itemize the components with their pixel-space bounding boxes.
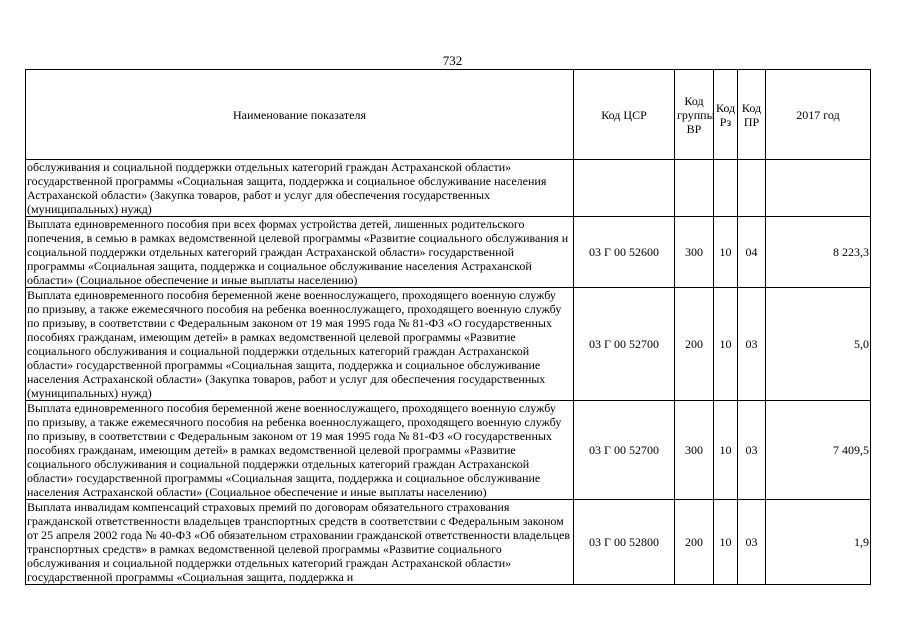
header-name: Наименование показателя <box>26 70 574 160</box>
header-pr-code: Код ПР <box>738 70 766 160</box>
table-row <box>26 217 871 288</box>
header-csr-code: Код ЦСР <box>574 70 675 160</box>
row-pr-code: 03 <box>738 401 766 500</box>
row-vr-code <box>675 160 714 217</box>
row-rz-code: 10 <box>714 401 738 500</box>
row-rz-code: 10 <box>714 288 738 401</box>
row-amount <box>766 160 871 217</box>
table-row <box>26 500 871 585</box>
header-year-2017: 2017 год <box>766 70 871 160</box>
row-csr-code: 03 Г 00 52700 <box>574 288 675 401</box>
row-rz-code: 10 <box>714 217 738 288</box>
table-row <box>26 288 871 401</box>
page-number: 732 <box>442 53 463 68</box>
row-pr-code: 03 <box>738 288 766 401</box>
row-amount: 7 409,5 <box>766 401 871 500</box>
row-amount: 5,0 <box>766 288 871 401</box>
row-vr-code: 300 <box>675 401 714 500</box>
row-name: Выплата инвалидам компенсаций страховых премий по договорам обязательного страхования гражданской ответственности владельцев транспортных средств в соответствии с Федеральным законом от 25 апреля 2002 года № 40-ФЗ «Об обязательном страховании гражданской ответственности владельцев транспортных средств» в рамках ведомственной целевой программы «Развитие социального обслуживания и социальной поддержки отдельных категорий граждан Астраханской области» государственной программы «Социальная защита, поддержка и <box>26 500 574 585</box>
header-rz-code: Код Рз <box>714 70 738 160</box>
row-pr-code <box>738 160 766 217</box>
row-csr-code: 03 Г 00 52600 <box>574 217 675 288</box>
row-vr-code: 200 <box>675 288 714 401</box>
row-pr-code: 03 <box>738 500 766 585</box>
table-row <box>26 401 871 500</box>
row-amount: 8 223,3 <box>766 217 871 288</box>
header-vr-code: Код группы ВР <box>675 70 714 160</box>
row-vr-code: 300 <box>675 217 714 288</box>
row-csr-code: 03 Г 00 52700 <box>574 401 675 500</box>
row-rz-code: 10 <box>714 500 738 585</box>
row-name: Выплата единовременного пособия беременной жене военнослужащего, проходящего военную службу по призыву, а также ежемесячного пособия на ребенка военнослужащего, проходящего военную службу по призыву, в соответствии с Федеральным законом от 19 мая 1995 года № 81-ФЗ «О государственных пособиях гражданам, имеющим детей» в рамках ведомственной целевой программы «Развитие социального обслуживания и социальной поддержки отдельных категорий граждан Астраханской области» государственной программы «Социальная защита, поддержка и социальное обслуживание населения Астраханской области» (Социальное обеспечение и иные выплаты населению) <box>26 401 574 500</box>
row-amount: 1,9 <box>766 500 871 585</box>
row-name: Выплата единовременного пособия беременной жене военнослужащего, проходящего военную службу по призыву, а также ежемесячного пособия на ребенка военнослужащего, проходящего военную службу по призыву, в соответствии с Федеральным законом от 19 мая 1995 года № 81-ФЗ «О государственных пособиях гражданам, имеющим детей» в рамках ведомственной целевой программы «Развитие социального обслуживания и социальной поддержки отдельных категорий граждан Астраханской области» государственной программы «Социальная защита, поддержка и социальное обслуживание населения Астраханской области» (Закупка товаров, работ и услуг для обеспечения государственных (муниципальных) нужд) <box>26 288 574 401</box>
table-header-row <box>26 70 871 160</box>
row-pr-code: 04 <box>738 217 766 288</box>
row-name: Выплата единовременного пособия при всех формах устройства детей, лишенных родительского попечения, в семью в рамках ведомственной целевой программы «Развитие социального обслуживания и социальной поддержки отдельных категорий граждан Астраханской области» государственной программы «Социальная защита, поддержка и социальное обслуживание населения Астраханской области» (Социальное обеспечение и иные выплаты населению) <box>26 217 574 288</box>
row-csr-code <box>574 160 675 217</box>
budget-table <box>25 69 871 585</box>
row-vr-code: 200 <box>675 500 714 585</box>
row-csr-code: 03 Г 00 52800 <box>574 500 675 585</box>
row-name: обслуживания и социальной поддержки отдельных категорий граждан Астраханской области» государственной программы «Социальная защита, поддержка и социальное обслуживание населения Астраханской области» (Закупка товаров, работ и услуг для обеспечения государственных (муниципальных) нужд) <box>26 160 574 217</box>
row-rz-code <box>714 160 738 217</box>
table-row <box>26 160 871 217</box>
